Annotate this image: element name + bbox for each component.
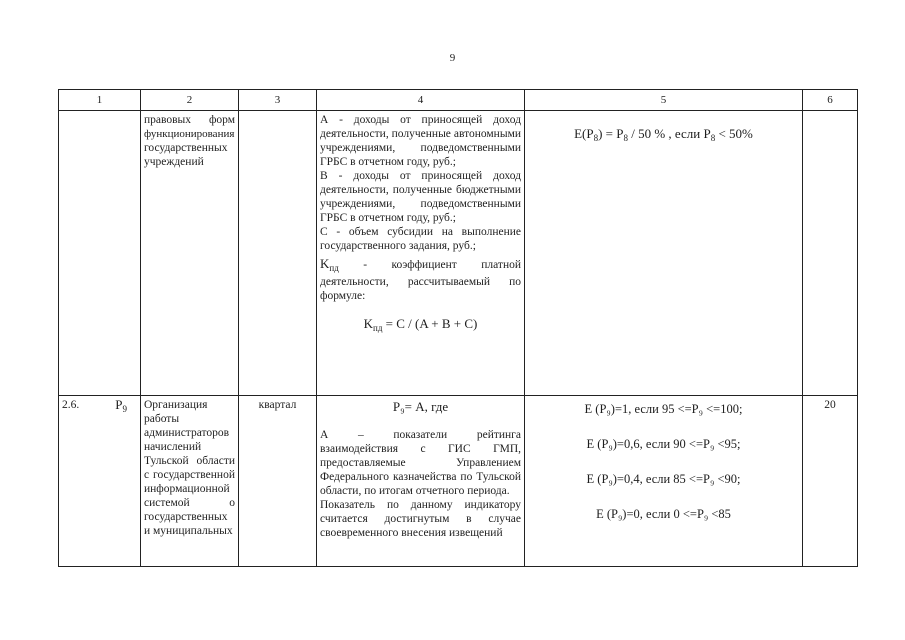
definition-a-rating: А – показатели рейтинга взаимодействия с ГИС ГМП, предоставляемые Управлением Федерального казначейства по Тульской области, по итогам отчетного периода. <box>320 429 521 497</box>
row1-col2-line: учреждений <box>144 156 204 168</box>
kpd-subscript: пд <box>329 263 339 273</box>
code-letter: P <box>115 397 123 412</box>
header-col-3: 3 <box>239 90 317 111</box>
p9-formula: P₉= А, где <box>392 399 449 414</box>
table-row <box>59 396 858 567</box>
row2-col4 <box>317 396 525 567</box>
e8-part: ) = P <box>598 126 624 141</box>
indicators-table <box>58 89 858 567</box>
evaluation-formula-p8 <box>528 127 799 145</box>
row2-col5 <box>525 396 803 567</box>
evaluation-rule: E (P₉)=1, если 95 <=P₉ <=100; <box>584 402 743 416</box>
row1-col2-line: функционирования <box>144 128 235 140</box>
kpd-definition: - коэффициент платной деятельности, рассчитываемый по формуле: <box>320 259 521 302</box>
weight-value: 20 <box>824 399 836 411</box>
kpd-formula-rhs: = C / (A + B + C) <box>382 316 478 331</box>
table-row <box>59 111 858 396</box>
header-col-6: 6 <box>803 90 858 111</box>
code-sub: 9 <box>122 404 127 414</box>
row2-col1 <box>59 396 141 567</box>
header-col-1: 1 <box>59 90 141 111</box>
row1-col3 <box>239 111 317 396</box>
e8-part: / 50 % , если P <box>627 126 711 141</box>
kpd-symbol: K <box>320 256 330 271</box>
indicator-name: Организация работы администраторов начислений Тульской области с государственной информационной системой о государственных и муниципальных <box>144 399 235 537</box>
definition-c: С - объем субсидии на выполнение государственного задания, руб.; <box>320 226 521 252</box>
row1-col1 <box>59 111 141 396</box>
header-col-2: 2 <box>141 90 239 111</box>
row2-col6 <box>803 396 858 567</box>
periodicity: квартал <box>258 399 297 411</box>
e8-part: E(P <box>574 126 594 141</box>
evaluation-rule: E (P₉)=0,4, если 85 <=P₉ <90; <box>586 472 741 486</box>
row2-col3 <box>239 396 317 567</box>
e8-sub: 8 <box>623 133 628 143</box>
page-number: 9 <box>449 52 456 64</box>
header-col-4: 4 <box>317 90 525 111</box>
indicator-code <box>115 398 127 416</box>
table-header-row <box>59 90 858 111</box>
row1-col2-line: государственных <box>144 142 228 154</box>
definition-b: В - доходы от приносящей доход деятельности, полученные бюджетными учреждениями, подведомственными ГРБС в отчетном году, руб.; <box>320 170 521 224</box>
definition-a: А - доходы от приносящей доход деятельности, полученные автономными учреждениями, подведомственными ГРБС в отчетном году, руб.; <box>320 114 521 168</box>
kpd-formula-subscript: пд <box>373 323 383 333</box>
evaluation-rule: E (P₉)=0, если 0 <=P₉ <85 <box>596 507 731 521</box>
kpd-formula <box>320 317 521 335</box>
row1-col2 <box>141 111 239 396</box>
row1-col2-line: правовых форм <box>144 114 235 126</box>
evaluation-rule: E (P₉)=0,6, если 90 <=P₉ <95; <box>586 437 741 451</box>
row1-col5 <box>525 111 803 396</box>
achievement-note: Показатель по данному индикатору считается достигнутым в случае своевременного внесения извещений <box>320 499 521 539</box>
header-col-5: 5 <box>525 90 803 111</box>
e8-sub: 8 <box>593 133 599 143</box>
row1-col4 <box>317 111 525 396</box>
row2-col2 <box>141 396 239 567</box>
indicator-number: 2.6. <box>62 399 80 411</box>
kpd-formula-symbol: K <box>363 316 374 331</box>
row1-col6 <box>803 111 858 396</box>
e8-sub: 8 <box>710 133 716 143</box>
e8-part: < 50% <box>715 126 753 141</box>
definition-kpd <box>320 257 521 303</box>
